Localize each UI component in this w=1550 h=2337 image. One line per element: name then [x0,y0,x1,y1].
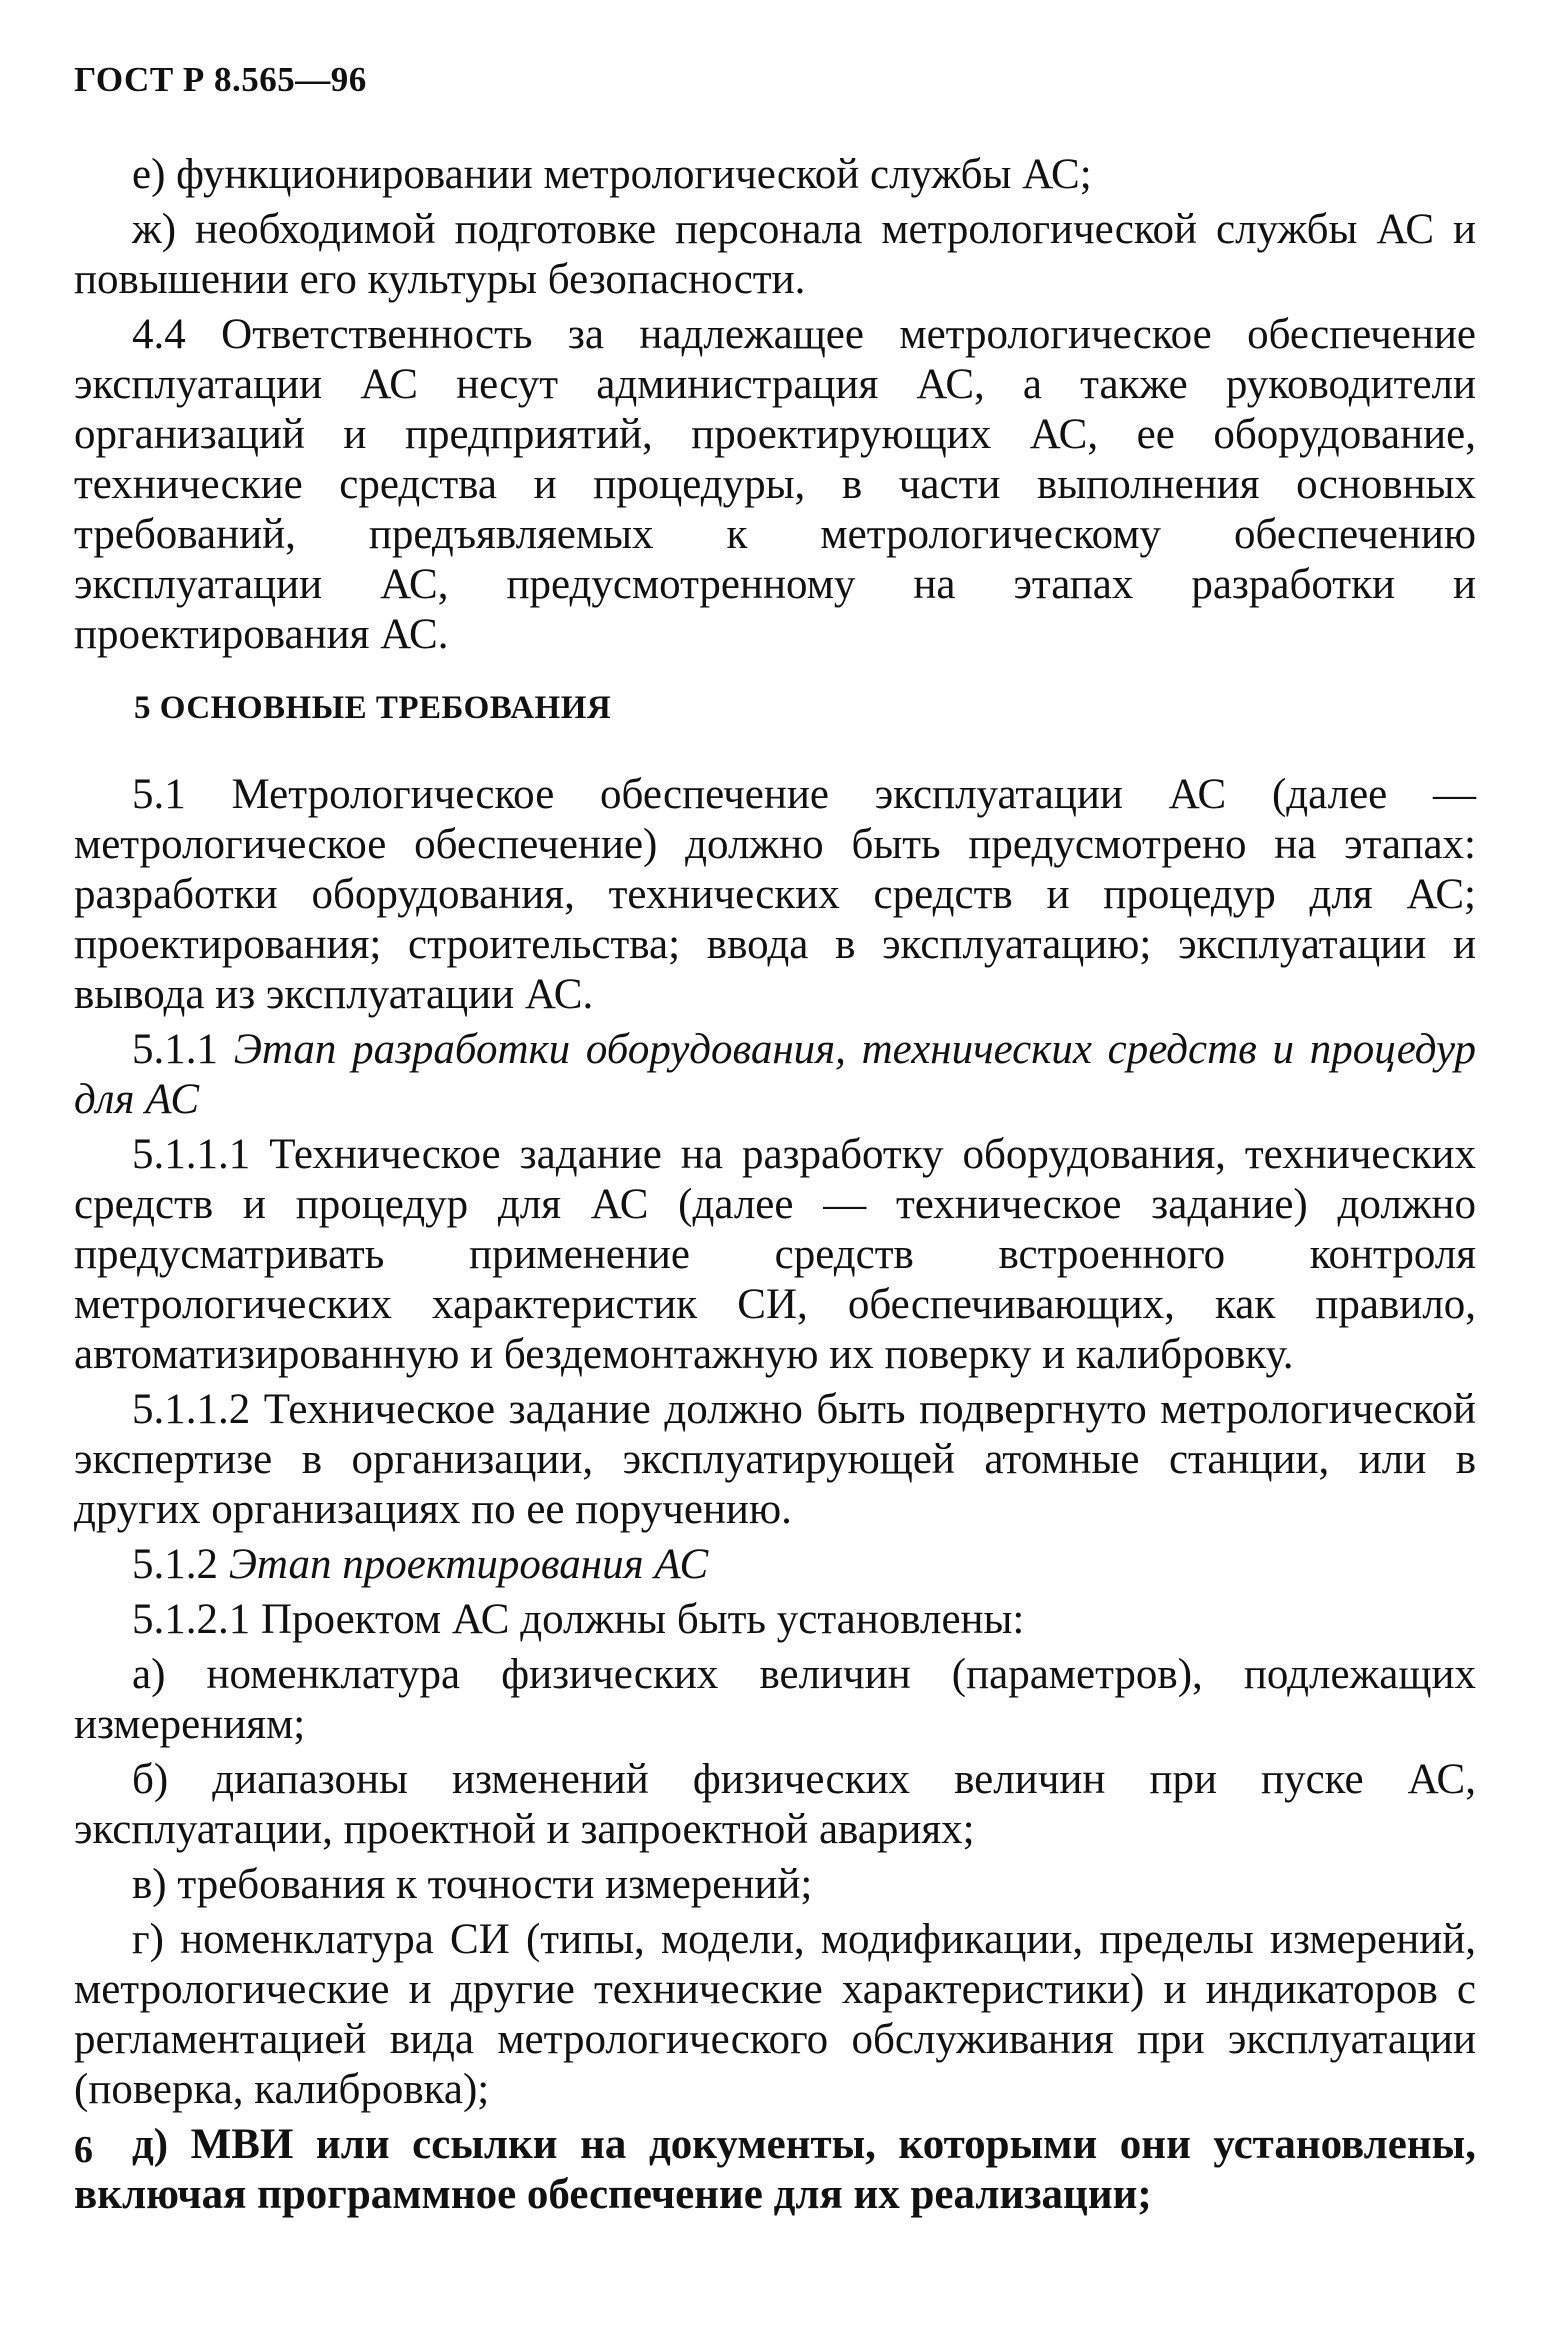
stage-title-design: Этап проектирования АС [228,1541,709,1588]
list-item-a: а) номенклатура физических величин (параметров), подлежащих измерениям; [74,1651,1476,1748]
list-item-g: г) номенклатура СИ (типы, модели, модификации, пределы измерений, метрологические и другие технические характеристики) и индикаторов с регламентацией вида метрологического обслуживания при эксплуатации (поверка, калибровка); [74,1916,1476,2113]
section-5-heading: 5 ОСНОВНЫЕ ТРЕБОВАНИЯ [134,690,612,726]
paragraph-4-4: 4.4 Ответственность за надлежащее метрологическое обеспечение эксплуатации АС несут администрация АС, а также руководители организаций и предприятий, проектирующих АС, ее оборудование, технические средства и процедуры, в части выполнения основных требований, предъявляемых к метрологическому обеспечению эксплуатации АС, предусмотренному на этапах разработки и проектирования АС. [74,311,1476,658]
paragraph-5-1-2-1: 5.1.2.1 Проектом АС должны быть установлены: [132,1596,1025,1643]
list-item-v: в) требования к точности измерений; [132,1861,813,1908]
list-item-b: б) диапазоны изменений физических величин при пуске АС, эксплуатации, проектной и запроектной авариях; [74,1756,1476,1853]
paragraph-5-1-1-2: 5.1.1.2 Техническое задание должно быть подвергнуто метрологической экспертизе в организации, эксплуатирующей атомные станции, или в других организациях по ее поручению. [74,1386,1476,1533]
paragraph-5-1-2 [74,1540,1476,1590]
page-number: 6 [74,2129,93,2171]
paragraph-5-1-1 [74,1025,1476,1125]
list-item-d: д) МВИ или ссылки на документы, которыми они установлены, включая программное обеспечение для их реализации; [74,2121,1476,2218]
paragraph-item-zh: ж) необходимой подготовке персонала метрологической службы АС и повышении его культуры безопасности. [74,206,1476,303]
paragraph-5-1: 5.1 Метрологическое обеспечение эксплуатации АС (далее — метрологическое обеспечение) должно быть предусмотрено на этапах: разработки оборудования, технических средств и процедур для АС; проектирования; строительства; ввода в эксплуатацию; эксплуатации и вывода из эксплуатации АС. [74,771,1476,1018]
section-5-text-block [74,770,1476,2225]
intro-text-block [74,150,1476,665]
clause-number-5-1-1: 5.1.1 [132,1026,218,1073]
stage-title-development: Этап разработки оборудования, технических средств и процедур для АС [74,1026,1476,1123]
paragraph-5-1-1-1: 5.1.1.1 Техническое задание на разработку оборудования, технических средств и процедур для АС (далее — техническое задание) должно предусматривать применение средств встроенного контроля метрологических характеристик СИ, обеспечивающих, как правило, автоматизированную и бездемонтажную их поверку и калибровку. [74,1131,1476,1378]
clause-number-5-1-2: 5.1.2 [132,1541,218,1588]
document-code-header: ГОСТ Р 8.565—96 [74,60,367,99]
paragraph-item-e: е) функционировании метрологической службы АС; [132,151,1092,198]
